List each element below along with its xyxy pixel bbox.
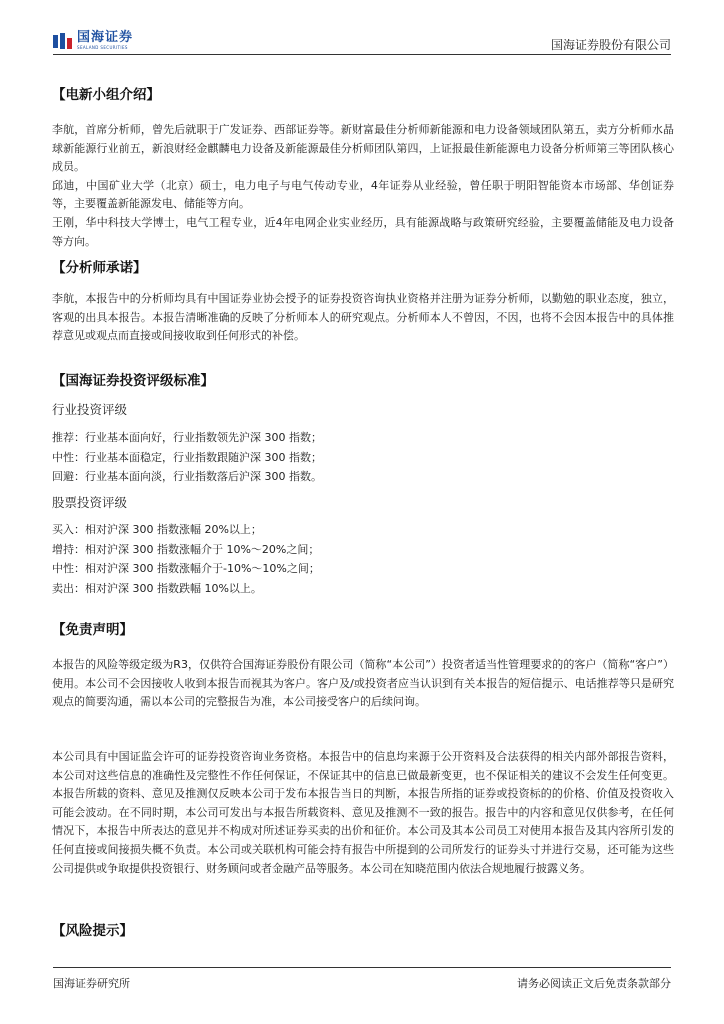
company-logo bbox=[53, 31, 133, 50]
stock-rating-list bbox=[52, 520, 320, 598]
industry-rating-list bbox=[52, 428, 322, 487]
disclaimer-body-1 bbox=[52, 656, 674, 712]
industry-rating-avoid: 回避：行业基本面向淡，行业指数落后沪深 300 指数。 bbox=[52, 470, 322, 483]
analyst-commitment-body bbox=[52, 290, 674, 346]
footer-notice: 请务必阅读正文后免责条款部分 bbox=[517, 977, 671, 990]
industry-rating-neutral: 中性：行业基本面稳定，行业指数跟随沪深 300 指数； bbox=[52, 450, 322, 464]
stock-rating-neutral: 中性：相对沪深 300 指数涨幅介于-10%～10%之间； bbox=[52, 562, 320, 575]
header-company-name: 国海证券股份有限公司 bbox=[550, 38, 671, 52]
team-member-qiu-di: 邱迪，中国矿业大学（北京）硕士，电力电子与电气传动专业，4年证券从业经验，曾任职于明阳智能资本市场部、华创证券等，主要覆盖新能源发电、储能等方向。 bbox=[52, 178, 674, 211]
team-intro-body bbox=[52, 121, 674, 251]
logo-name-cn: 国海证券 bbox=[77, 30, 134, 45]
stock-rating-buy: 买入：相对沪深 300 指数涨幅 20%以上； bbox=[52, 523, 262, 536]
logo-icon bbox=[53, 33, 73, 49]
stock-rating-title: 股票投资评级 bbox=[52, 495, 128, 510]
header-divider bbox=[53, 54, 671, 55]
page-header bbox=[0, 0, 724, 56]
stock-rating-sell: 卖出：相对沪深 300 指数跌幅 10%以上。 bbox=[52, 581, 262, 595]
footer-institute: 国海证券研究所 bbox=[53, 977, 130, 990]
industry-rating-title: 行业投资评级 bbox=[52, 402, 128, 417]
section-title-analyst-commitment: 【分析师承诺】 bbox=[52, 260, 147, 276]
logo-name-en: SEALAND SECURITIES bbox=[77, 45, 128, 50]
industry-rating-recommend: 推荐：行业基本面向好，行业指数领先沪深 300 指数； bbox=[52, 431, 322, 444]
disclaimer-body-2 bbox=[52, 748, 674, 878]
disclaimer-paragraph-2: 本公司具有中国证监会许可的证券投资咨询业务资格。本报告中的信息均来源于公开资料及合法获得的相关内部外部报告资料，本公司对这些信息的准确性及完整性不作任何保证，不保证其中的信息已做最新变更，也不保证相关的建议不会发生任何变更。本报告所载的资料、意见及推测仅反映本公司于发布本报告当日的判断，本报告所指的证券或投资标的的价格、价值及投资收入可能会波动。在不同时期，本公司可发出与本报告所载资料、意见及推测不一致的报告。报告中的内容和意见仅供参考，在任何情况下，本报告中所表达的意见并不构成对所述证券买卖的出价和征价。本公司及其本公司员工对使用本报告及其内容所引发的任何直接或间接损失概不负责。本公司或关联机构可能会持有报告中所提到的公司所发行的证券头寸并进行交易，还可能为这些公司提供或争取提供投资银行、财务顾问或者金融产品等服务。本公司在知晓范围内依法合规地履行披露义务。 bbox=[52, 750, 674, 875]
section-title-risk-tip: 【风险提示】 bbox=[52, 923, 133, 939]
section-title-rating-standard: 【国海证券投资评级标准】 bbox=[52, 373, 214, 389]
section-title-team-intro: 【电新小组介绍】 bbox=[52, 87, 160, 103]
team-member-li-hang: 李航，首席分析师，曾先后就职于广发证券、西部证券等。新财富最佳分析师新能源和电力设备领域团队第五，卖方分析师水晶球新能源行业前五，新浪财经金麒麟电力设备及新能源最佳分析师团队第四，上证报最佳新能源电力设备分析师第三等团队核心成员。 bbox=[52, 123, 674, 174]
section-title-disclaimer: 【免责声明】 bbox=[52, 622, 133, 638]
stock-rating-overweight: 增持：相对沪深 300 指数涨幅介于 10%～20%之间； bbox=[52, 542, 320, 556]
analyst-commitment-paragraph: 李航，本报告中的分析师均具有中国证券业协会授予的证券投资咨询执业资格并注册为证券分析师，以勤勉的职业态度，独立，客观的出具本报告。本报告清晰准确的反映了分析师本人的研究观点。分析师本人不曾因，不因，也将不会因本报告中的具体推荐意见或观点而直接或间接收取到任何形式的补偿。 bbox=[52, 292, 674, 343]
disclaimer-paragraph-1: 本报告的风险等级定级为R3，仅供符合国海证券股份有限公司（简称“本公司”）投资者适当性管理要求的的客户（简称“客户”）使用。本公司不会因接收人收到本报告而视其为客户。客户及/或投资者应当认识到有关本报告的短信提示、电话推荐等只是研究观点的简要沟通，需以本公司的完整报告为准，本公司接受客户的后续问询。 bbox=[52, 658, 674, 709]
footer-divider bbox=[53, 967, 671, 968]
team-member-wang-gang: 王刚，华中科技大学博士，电气工程专业，近4年电网企业实业经历，具有能源战略与政策研究经验，主要覆盖储能及电力设备等方向。 bbox=[52, 215, 674, 248]
